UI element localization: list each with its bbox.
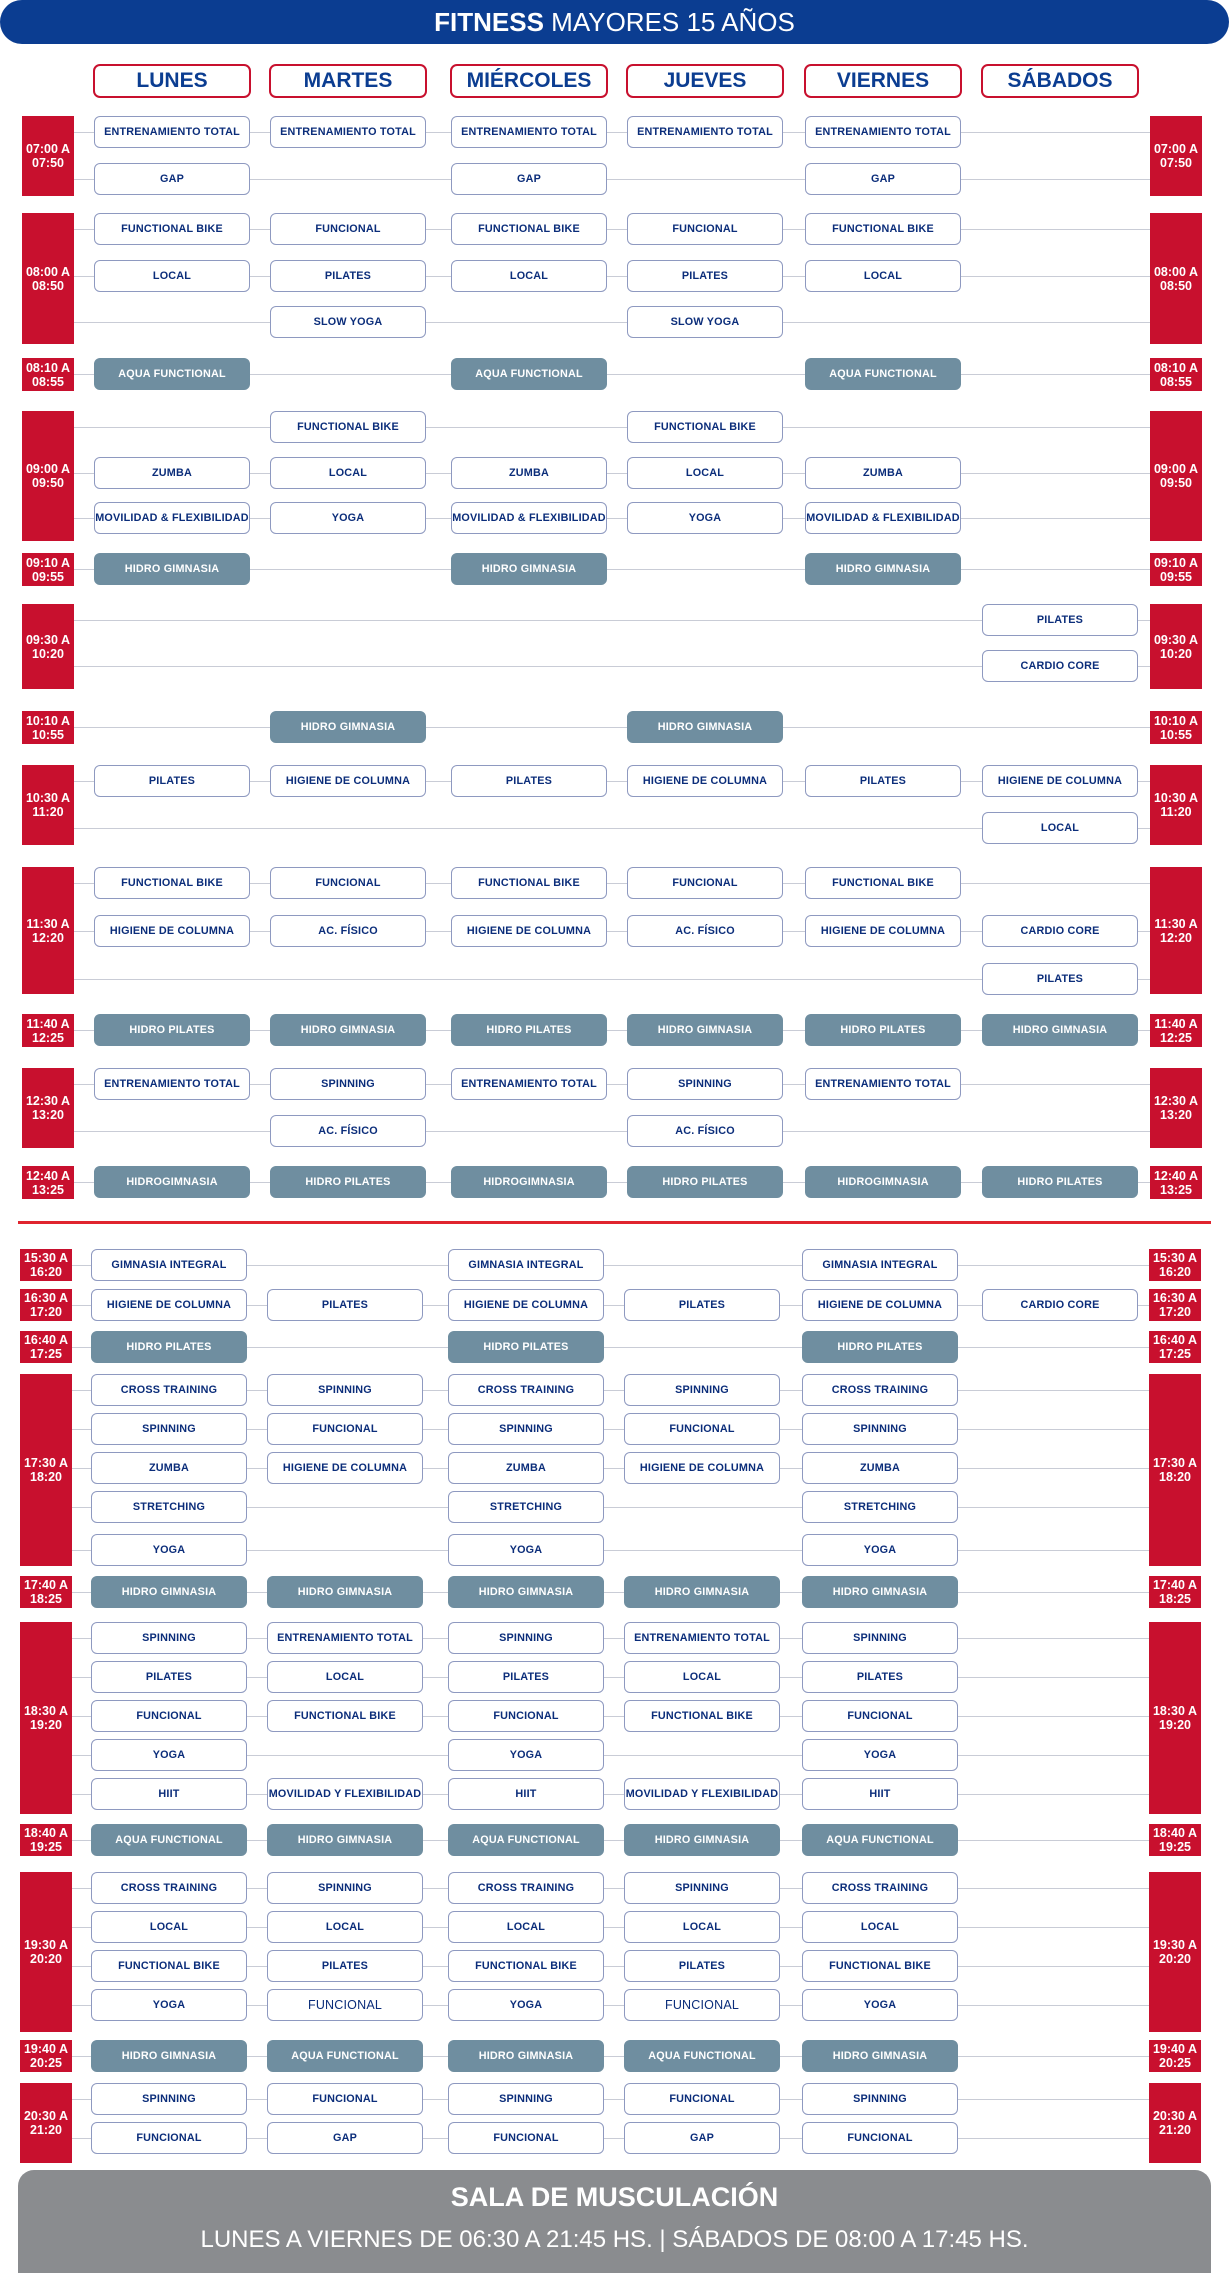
class-slot[interactable]: PILATES [624, 1950, 780, 1982]
class-slot[interactable]: HIIT [91, 1778, 247, 1810]
class-slot[interactable]: PILATES [267, 1950, 423, 1982]
class-slot[interactable]: AC. FÍSICO [270, 1115, 426, 1147]
class-slot[interactable]: FUNCTIONAL BIKE [448, 1950, 604, 1982]
time-label-right: 12:30 A 13:20 [1150, 1068, 1202, 1148]
class-slot[interactable]: FUNCIONAL [448, 1700, 604, 1732]
time-label-right: 19:30 A 20:20 [1149, 1872, 1201, 2032]
time-label-left: 18:40 A 19:25 [20, 1824, 72, 1856]
time-label-right: 12:40 A 13:25 [1150, 1166, 1202, 1199]
time-label-right: 18:40 A 19:25 [1149, 1824, 1201, 1856]
class-slot[interactable]: FUNCIONAL [270, 867, 426, 899]
class-slot[interactable]: HIDROGIMNASIA [805, 1166, 961, 1198]
class-slot[interactable]: HIDRO GIMNASIA [624, 1824, 780, 1856]
class-slot[interactable]: AQUA FUNCTIONAL [624, 2040, 780, 2072]
class-slot[interactable]: AQUA FUNCTIONAL [91, 1824, 247, 1856]
class-slot[interactable]: ZUMBA [451, 457, 607, 489]
class-slot[interactable]: CROSS TRAINING [91, 1374, 247, 1406]
class-slot[interactable]: FUNCIONAL [624, 1413, 780, 1445]
class-slot[interactable]: HIDRO GIMNASIA [267, 1576, 423, 1608]
class-slot[interactable]: HIDRO PILATES [627, 1166, 783, 1198]
class-slot[interactable]: HIDRO GIMNASIA [448, 1576, 604, 1608]
class-slot[interactable]: YOGA [802, 1739, 958, 1771]
time-label-left: 11:40 A 12:25 [22, 1014, 74, 1047]
class-slot[interactable]: SPINNING [448, 1413, 604, 1445]
class-slot[interactable]: HIDRO PILATES [802, 1331, 958, 1363]
class-slot[interactable]: FUNCTIONAL BIKE [270, 411, 426, 443]
class-slot[interactable]: SPINNING [448, 2083, 604, 2115]
time-label-right: 18:30 A 19:20 [1149, 1622, 1201, 1814]
day-header-4: VIERNES [804, 64, 962, 98]
class-slot[interactable]: FUNCIONAL [624, 2083, 780, 2115]
class-slot[interactable]: HIDRO GIMNASIA [94, 553, 250, 585]
class-slot[interactable]: ENTRENAMIENTO TOTAL [624, 1622, 780, 1654]
class-slot[interactable]: LOCAL [802, 1911, 958, 1943]
class-slot[interactable]: YOGA [91, 1989, 247, 2021]
class-slot[interactable]: SPINNING [267, 1374, 423, 1406]
class-slot[interactable]: SLOW YOGA [627, 306, 783, 338]
class-slot[interactable]: ZUMBA [448, 1452, 604, 1484]
time-label-right: 09:00 A 09:50 [1150, 411, 1202, 541]
class-slot[interactable]: MOVILIDAD & FLEXIBILIDAD [805, 502, 961, 534]
class-slot[interactable]: HIGIENE DE COLUMNA [270, 765, 426, 797]
class-slot[interactable]: YOGA [448, 1989, 604, 2021]
time-label-right: 11:30 A 12:20 [1150, 867, 1202, 994]
class-slot[interactable]: PILATES [448, 1661, 604, 1693]
class-slot[interactable]: SLOW YOGA [270, 306, 426, 338]
class-slot[interactable]: PILATES [805, 765, 961, 797]
time-label-left: 09:00 A 09:50 [22, 411, 74, 541]
class-slot[interactable]: LOCAL [805, 260, 961, 292]
class-slot[interactable]: HIDRO GIMNASIA [805, 553, 961, 585]
class-slot[interactable]: AC. FÍSICO [627, 915, 783, 947]
am-pm-separator [18, 1221, 1211, 1224]
class-slot[interactable]: AQUA FUNCTIONAL [448, 1824, 604, 1856]
class-slot[interactable]: FUNCTIONAL BIKE [94, 867, 250, 899]
class-slot[interactable]: PILATES [94, 765, 250, 797]
class-slot[interactable]: FUNCIONAL [627, 213, 783, 245]
class-slot[interactable]: HIGIENE DE COLUMNA [448, 1289, 604, 1321]
class-slot[interactable]: GAP [267, 2122, 423, 2154]
class-slot[interactable]: GAP [805, 163, 961, 195]
class-slot[interactable]: FUNCIONAL [448, 2122, 604, 2154]
class-slot[interactable]: HIGIENE DE COLUMNA [267, 1452, 423, 1484]
day-header-0: LUNES [93, 64, 251, 98]
class-slot[interactable]: FUNCTIONAL BIKE [805, 867, 961, 899]
time-label-left: 11:30 A 12:20 [22, 867, 74, 994]
class-slot[interactable]: CROSS TRAINING [448, 1374, 604, 1406]
class-slot[interactable]: AQUA FUNCTIONAL [94, 358, 250, 390]
class-slot[interactable]: FUNCIONAL [802, 2122, 958, 2154]
time-label-left: 17:40 A 18:25 [20, 1576, 72, 1608]
time-label-right: 15:30 A 16:20 [1149, 1249, 1201, 1281]
class-slot[interactable]: PILATES [624, 1289, 780, 1321]
class-slot[interactable]: HIGIENE DE COLUMNA [451, 915, 607, 947]
time-label-right: 17:40 A 18:25 [1149, 1576, 1201, 1608]
time-label-left: 07:00 A 07:50 [22, 116, 74, 196]
class-slot[interactable]: FUNCIONAL [270, 213, 426, 245]
class-slot[interactable]: HIDRO GIMNASIA [624, 1576, 780, 1608]
class-slot[interactable]: LOCAL [982, 812, 1138, 844]
class-slot[interactable]: STRETCHING [91, 1491, 247, 1523]
time-label-left: 20:30 A 21:20 [20, 2083, 72, 2163]
class-slot[interactable]: LOCAL [267, 1911, 423, 1943]
class-slot[interactable]: SPINNING [802, 2083, 958, 2115]
class-slot[interactable]: LOCAL [94, 260, 250, 292]
class-slot[interactable]: HIDRO PILATES [448, 1331, 604, 1363]
class-slot[interactable]: PILATES [982, 604, 1138, 636]
class-slot[interactable]: LOCAL [627, 457, 783, 489]
class-slot[interactable]: SPINNING [267, 1872, 423, 1904]
class-slot[interactable]: ENTRENAMIENTO TOTAL [270, 116, 426, 148]
class-slot[interactable]: SPINNING [624, 1872, 780, 1904]
class-slot[interactable]: CARDIO CORE [982, 1289, 1138, 1321]
class-slot[interactable]: PILATES [267, 1289, 423, 1321]
class-slot[interactable]: HIGIENE DE COLUMNA [802, 1289, 958, 1321]
class-slot[interactable]: CARDIO CORE [982, 650, 1138, 682]
class-slot[interactable]: CROSS TRAINING [802, 1374, 958, 1406]
class-slot[interactable]: SPINNING [624, 1374, 780, 1406]
class-slot[interactable]: SPINNING [802, 1413, 958, 1445]
class-slot[interactable]: PILATES [451, 765, 607, 797]
footer-schedule: LUNES A VIERNES DE 06:30 A 21:45 HS. | SÁBADOS DE 08:00 A 17:45 HS. [200, 2226, 1029, 2253]
footer-banner [18, 2170, 1211, 2273]
class-slot[interactable]: HIDRO GIMNASIA [91, 2040, 247, 2072]
class-slot[interactable]: AQUA FUNCTIONAL [805, 358, 961, 390]
class-slot[interactable]: YOGA [270, 502, 426, 534]
class-slot[interactable]: AC. FÍSICO [270, 915, 426, 947]
class-slot[interactable]: HIIT [802, 1778, 958, 1810]
class-slot[interactable]: ENTRENAMIENTO TOTAL [627, 116, 783, 148]
time-label-left: 08:00 A 08:50 [22, 213, 74, 344]
class-slot[interactable]: HIDRO GIMNASIA [267, 1824, 423, 1856]
class-slot[interactable]: AQUA FUNCTIONAL [451, 358, 607, 390]
class-slot[interactable]: GAP [624, 2122, 780, 2154]
class-slot[interactable]: GIMNASIA INTEGRAL [91, 1249, 247, 1281]
class-slot[interactable]: YOGA [627, 502, 783, 534]
page-title [0, 0, 1229, 44]
class-slot[interactable]: SPINNING [802, 1622, 958, 1654]
class-slot[interactable]: LOCAL [624, 1661, 780, 1693]
class-slot[interactable]: SPINNING [627, 1068, 783, 1100]
class-slot[interactable]: ENTRENAMIENTO TOTAL [94, 1068, 250, 1100]
title-rest: MAYORES 15 AÑOS [551, 7, 795, 37]
class-slot[interactable]: MOVILIDAD & FLEXIBILIDAD [451, 502, 607, 534]
class-slot[interactable]: HIGIENE DE COLUMNA [805, 915, 961, 947]
class-slot[interactable]: YOGA [802, 1989, 958, 2021]
time-label-left: 19:30 A 20:20 [20, 1872, 72, 2032]
class-slot[interactable]: STRETCHING [448, 1491, 604, 1523]
class-slot[interactable]: HIDRO GIMNASIA [448, 2040, 604, 2072]
class-slot[interactable]: FUNCIONAL [267, 1413, 423, 1445]
class-slot[interactable]: FUNCIONAL [624, 1989, 780, 2021]
class-slot[interactable]: HIDRO GIMNASIA [627, 711, 783, 743]
time-label-left: 15:30 A 16:20 [20, 1249, 72, 1281]
time-label-left: 18:30 A 19:20 [20, 1622, 72, 1814]
class-slot[interactable]: FUNCTIONAL BIKE [624, 1700, 780, 1732]
class-slot[interactable]: AQUA FUNCTIONAL [267, 2040, 423, 2072]
time-label-right: 08:10 A 08:55 [1150, 358, 1202, 391]
class-slot[interactable]: YOGA [802, 1534, 958, 1566]
row-guide-line [74, 427, 1150, 428]
time-label-left: 10:10 A 10:55 [22, 711, 74, 744]
class-slot[interactable]: FUNCIONAL [627, 867, 783, 899]
class-slot[interactable]: GIMNASIA INTEGRAL [802, 1249, 958, 1281]
class-slot[interactable]: FUNCTIONAL BIKE [805, 213, 961, 245]
time-label-left: 19:40 A 20:25 [20, 2040, 72, 2072]
class-slot[interactable]: HIDRO PILATES [982, 1166, 1138, 1198]
day-header-5: SÁBADOS [981, 64, 1139, 98]
class-slot[interactable]: LOCAL [91, 1911, 247, 1943]
class-slot[interactable]: HIGIENE DE COLUMNA [94, 915, 250, 947]
class-slot[interactable]: MOVILIDAD & FLEXIBILIDAD [94, 502, 250, 534]
class-slot[interactable]: LOCAL [270, 457, 426, 489]
time-label-right: 10:30 A 11:20 [1150, 765, 1202, 845]
class-slot[interactable]: FUNCIONAL [802, 1700, 958, 1732]
class-slot[interactable]: FUNCIONAL [91, 1700, 247, 1732]
class-slot[interactable]: HIDRO GIMNASIA [802, 1576, 958, 1608]
class-slot[interactable]: FUNCIONAL [267, 1989, 423, 2021]
class-slot[interactable]: STRETCHING [802, 1491, 958, 1523]
time-label-right: 19:40 A 20:25 [1149, 2040, 1201, 2072]
time-label-right: 09:30 A 10:20 [1150, 604, 1202, 689]
time-label-left: 17:30 A 18:20 [20, 1374, 72, 1566]
time-label-right: 20:30 A 21:20 [1149, 2083, 1201, 2163]
class-slot[interactable]: ENTRENAMIENTO TOTAL [451, 116, 607, 148]
class-slot[interactable]: HIDRO GIMNASIA [627, 1014, 783, 1046]
class-slot[interactable]: ENTRENAMIENTO TOTAL [267, 1622, 423, 1654]
class-slot[interactable]: YOGA [91, 1739, 247, 1771]
class-slot[interactable]: HIDRO GIMNASIA [982, 1014, 1138, 1046]
title-bold: FITNESS [434, 7, 544, 37]
class-slot[interactable]: LOCAL [451, 260, 607, 292]
row-guide-line [74, 1131, 1150, 1132]
time-label-left: 16:30 A 17:20 [20, 1289, 72, 1321]
time-label-left: 08:10 A 08:55 [22, 358, 74, 391]
class-slot[interactable]: FUNCTIONAL BIKE [802, 1950, 958, 1982]
class-slot[interactable]: ENTRENAMIENTO TOTAL [451, 1068, 607, 1100]
class-slot[interactable]: FUNCTIONAL BIKE [94, 213, 250, 245]
class-slot[interactable]: GAP [451, 163, 607, 195]
class-slot[interactable]: HIDROGIMNASIA [451, 1166, 607, 1198]
class-slot[interactable]: PILATES [91, 1661, 247, 1693]
time-label-left: 16:40 A 17:25 [20, 1331, 72, 1363]
class-slot[interactable]: FUNCTIONAL BIKE [451, 213, 607, 245]
time-label-left: 12:30 A 13:20 [22, 1068, 74, 1148]
time-label-right: 09:10 A 09:55 [1150, 553, 1202, 586]
class-slot[interactable]: MOVILIDAD Y FLEXIBILIDAD [267, 1778, 423, 1810]
class-slot[interactable]: YOGA [448, 1534, 604, 1566]
class-slot[interactable]: CROSS TRAINING [448, 1872, 604, 1904]
class-slot[interactable]: CARDIO CORE [982, 915, 1138, 947]
class-slot[interactable]: FUNCTIONAL BIKE [91, 1950, 247, 1982]
time-label-right: 07:00 A 07:50 [1150, 116, 1202, 196]
class-slot[interactable]: HIDRO GIMNASIA [270, 711, 426, 743]
class-slot[interactable]: HIDRO PILATES [805, 1014, 961, 1046]
class-slot[interactable]: LOCAL [448, 1911, 604, 1943]
class-slot[interactable]: HIDRO GIMNASIA [270, 1014, 426, 1046]
time-label-left: 09:30 A 10:20 [22, 604, 74, 689]
day-header-3: JUEVES [626, 64, 784, 98]
class-slot[interactable]: PILATES [982, 963, 1138, 995]
day-header-2: MIÉRCOLES [450, 64, 608, 98]
class-slot[interactable]: FUNCIONAL [267, 2083, 423, 2115]
class-slot[interactable]: FUNCTIONAL BIKE [267, 1700, 423, 1732]
class-slot[interactable]: HIDRO PILATES [270, 1166, 426, 1198]
time-label-left: 09:10 A 09:55 [22, 553, 74, 586]
class-slot[interactable]: FUNCIONAL [91, 2122, 247, 2154]
class-slot[interactable]: ZUMBA [802, 1452, 958, 1484]
class-slot[interactable]: ENTRENAMIENTO TOTAL [94, 116, 250, 148]
class-slot[interactable]: SPINNING [91, 1622, 247, 1654]
class-slot[interactable]: AQUA FUNCTIONAL [802, 1824, 958, 1856]
class-slot[interactable]: YOGA [448, 1739, 604, 1771]
class-slot[interactable]: HIIT [448, 1778, 604, 1810]
class-slot[interactable]: LOCAL [624, 1911, 780, 1943]
row-guide-line [74, 727, 1150, 728]
class-slot[interactable]: GAP [94, 163, 250, 195]
class-slot[interactable]: ZUMBA [805, 457, 961, 489]
class-slot[interactable]: HIDRO GIMNASIA [451, 553, 607, 585]
class-slot[interactable]: HIGIENE DE COLUMNA [982, 765, 1138, 797]
class-slot[interactable]: PILATES [627, 260, 783, 292]
class-slot[interactable]: HIDROGIMNASIA [94, 1166, 250, 1198]
time-label-right: 17:30 A 18:20 [1149, 1374, 1201, 1566]
class-slot[interactable]: ZUMBA [94, 457, 250, 489]
class-slot[interactable]: HIGIENE DE COLUMNA [91, 1289, 247, 1321]
class-slot[interactable]: SPINNING [270, 1068, 426, 1100]
row-guide-line [74, 322, 1150, 323]
time-label-left: 12:40 A 13:25 [22, 1166, 74, 1199]
time-label-right: 16:30 A 17:20 [1149, 1289, 1201, 1321]
footer-title: SALA DE MUSCULACIÓN [450, 2182, 779, 2212]
time-label-right: 16:40 A 17:25 [1149, 1331, 1201, 1363]
class-slot[interactable]: HIDRO PILATES [91, 1331, 247, 1363]
class-slot[interactable]: ENTRENAMIENTO TOTAL [805, 1068, 961, 1100]
class-slot[interactable]: HIDRO GIMNASIA [802, 2040, 958, 2072]
class-slot[interactable]: PILATES [270, 260, 426, 292]
class-slot[interactable]: YOGA [91, 1534, 247, 1566]
class-slot[interactable]: ENTRENAMIENTO TOTAL [805, 116, 961, 148]
class-slot[interactable]: HIGIENE DE COLUMNA [624, 1452, 780, 1484]
day-header-1: MARTES [269, 64, 427, 98]
class-slot[interactable]: PILATES [802, 1661, 958, 1693]
class-slot[interactable]: ZUMBA [91, 1452, 247, 1484]
time-label-right: 10:10 A 10:55 [1150, 711, 1202, 744]
class-slot[interactable]: CROSS TRAINING [802, 1872, 958, 1904]
class-slot[interactable]: HIDRO PILATES [451, 1014, 607, 1046]
class-slot[interactable]: HIGIENE DE COLUMNA [627, 765, 783, 797]
class-slot[interactable]: HIDRO GIMNASIA [91, 1576, 247, 1608]
class-slot[interactable]: LOCAL [267, 1661, 423, 1693]
time-label-left: 10:30 A 11:20 [22, 765, 74, 845]
time-label-right: 08:00 A 08:50 [1150, 213, 1202, 344]
class-slot[interactable]: AC. FÍSICO [627, 1115, 783, 1147]
class-slot[interactable]: HIDRO PILATES [94, 1014, 250, 1046]
class-slot[interactable]: FUNCTIONAL BIKE [627, 411, 783, 443]
class-slot[interactable]: SPINNING [448, 1622, 604, 1654]
class-slot[interactable]: SPINNING [91, 1413, 247, 1445]
class-slot[interactable]: CROSS TRAINING [91, 1872, 247, 1904]
class-slot[interactable]: FUNCTIONAL BIKE [451, 867, 607, 899]
class-slot[interactable]: GIMNASIA INTEGRAL [448, 1249, 604, 1281]
class-slot[interactable]: SPINNING [91, 2083, 247, 2115]
class-slot[interactable]: MOVILIDAD Y FLEXIBILIDAD [624, 1778, 780, 1810]
time-label-right: 11:40 A 12:25 [1150, 1014, 1202, 1047]
